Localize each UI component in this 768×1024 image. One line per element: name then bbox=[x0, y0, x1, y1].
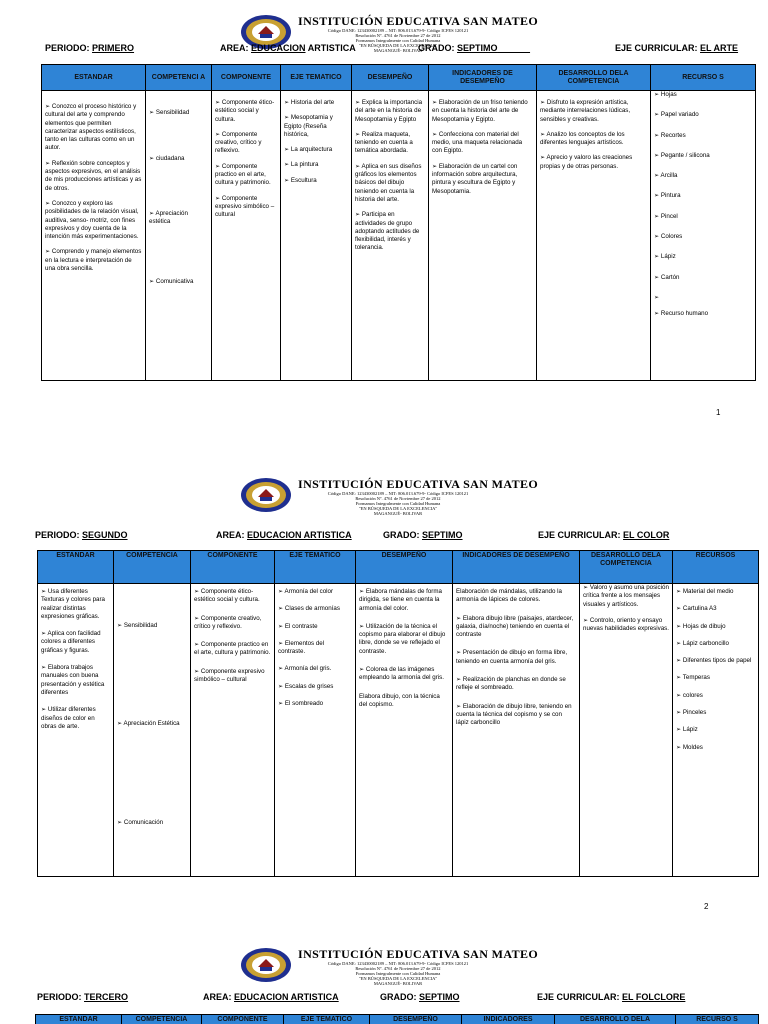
page-number: 2 bbox=[704, 902, 709, 911]
curriculum-table bbox=[35, 1014, 759, 1024]
col-header: ESTANDAR bbox=[36, 1015, 122, 1024]
cell-desempeno: ➢ Explica la importancia del arte en la historia de Mesopotamia y Egipto ➢ Realiza maqueta, teniendo en cuenta a temática abordada. ➢ Aplica en sus diseños gráficos los elementos básicos del dibujo teniendo en cuenta la historia del arte. ➢ Participa en actividades de grupo adoptando actitudes de flexibilidad, interés y tolerancia. bbox=[352, 91, 429, 381]
col-header: DESEMPEÑO bbox=[352, 65, 429, 91]
institution-line: Formamos Integralmente con Calidad Humana bbox=[355, 971, 441, 976]
institution-name: INSTITUCIÓN EDUCATIVA SAN MATEO bbox=[298, 947, 539, 961]
institution-line: Formamos Integralmente con Calidad Humana bbox=[355, 501, 441, 506]
institution-line: Código DANE: 123430002189 – NIT: 806.013.679-9- Código ICFES 120121 bbox=[327, 28, 469, 33]
cell-recursos: ➢ Material del medio ➢ Cartulina A3 ➢ Hojas de dibujo ➢ Lápiz carboncillo ➢ Diferentes tipos de papel ➢ Temperas ➢ colores ➢ Pinceles ➢ Lápiz ➢ Moldes bbox=[673, 584, 759, 877]
eje-field: EJE CURRICULAR: EL ARTE bbox=[615, 43, 739, 53]
periodo-field: PERIODO: PRIMERO bbox=[45, 43, 135, 53]
cell-estandar: ➢ Usa diferentes Texturas y colores para realizar distintas expresiones gráficas. ➢ Aplica con facilidad colores a diferentes gráficas y figuras. ➢ Elabora trabajos manuales con buena presentación y estética diferentes ➢ Utilizar diferentes diseños de color en obras de arte. bbox=[38, 584, 114, 877]
col-header: DESEMPEÑO bbox=[356, 551, 453, 584]
cell-indicadores: Elaboración de mándalas, utilizando la armonía de lápices de colores. ➢ Elabora dibujo libre (paisajes, atardecer, galaxia, día/noche) teniendo en cuenta el contraste ➢ Presentación de dibujo en forma libre, teniendo en cuenta armonía del gris. ➢ Realización de planchas en donde se refleje el sombreado. ➢ Elaboración de dibujo libre, teniendo en cuenta la técnica del copismo y se con lápiz carboncillo bbox=[453, 584, 580, 877]
institution-line: Resolución Nº. 4761 de Noviembre 27 de 2012 bbox=[355, 966, 441, 971]
cell-eje-tematico: ➢ Armonía del color ➢ Clases de armonías ➢ El contraste ➢ Elementos del contraste. ➢ Armonía del gris. ➢ Escalas de grises ➢ El sombreado bbox=[275, 584, 356, 877]
area-field: AREA: EDUCACION ARTISTICA bbox=[220, 43, 356, 53]
eje-field: EJE CURRICULAR: EL FOLCLORE bbox=[537, 992, 686, 1002]
school-logo bbox=[240, 477, 292, 513]
cell-recursos: ➢ Hojas ➢ Papel variado ➢ Recortes ➢ Pegante / silicona ➢ Arcilla ➢ Pintura ➢ Pincel ➢ Colores ➢ Lápiz ➢ Cartón ➢ ➢ Recurso humano bbox=[651, 91, 756, 381]
col-header: COMPETENCIA bbox=[114, 551, 191, 584]
table-header-row bbox=[42, 65, 756, 91]
eje-field: EJE CURRICULAR: EL COLOR bbox=[538, 530, 670, 540]
page-3 bbox=[0, 944, 768, 1024]
col-header: EJE TEMATICO bbox=[281, 65, 352, 91]
periodo-field: PERIODO: TERCERO bbox=[37, 992, 129, 1002]
col-header: COMPONENTE bbox=[191, 551, 275, 584]
institution-line: Formamos Integralmente con Calidad Humana bbox=[355, 38, 441, 43]
col-header: COMPETENCI A bbox=[146, 65, 212, 91]
page-1 bbox=[0, 0, 768, 430]
institution-name: INSTITUCIÓN EDUCATIVA SAN MATEO bbox=[298, 14, 539, 28]
institution-name: INSTITUCIÓN EDUCATIVA SAN MATEO bbox=[298, 477, 539, 491]
cell-competencia: ➢ Sensibilidad ➢ Apreciación Estética ➢ Comunicación bbox=[114, 584, 191, 877]
grado-field: GRADO: SEPTIMO bbox=[380, 992, 460, 1002]
col-header: ESTANDAR bbox=[38, 551, 114, 584]
institution-line: Resolución Nº. 4761 de Noviembre 27 de 2012 bbox=[355, 33, 441, 38]
cell-desarrollo: ➢ Valoro y asumo una posición crítica frente a los mensajes visuales y artísticos. ➢ Controlo, oriento y ensayo nuevas habilidades expresivas. bbox=[580, 584, 673, 877]
page-number: 1 bbox=[716, 408, 721, 417]
table-row bbox=[42, 91, 756, 381]
institution-header bbox=[240, 947, 540, 987]
col-header: DESARROLLO DELA COMPETENCIA bbox=[580, 551, 673, 584]
cell-componente: ➢ Componente ético- estético social y cultura. ➢ Componente creativo, crítico y reflexivo. ➢ Componente practico en el arte, cultura y patrimonio. ➢ Componente expresivo simbólico – cultural bbox=[191, 584, 275, 877]
cell-eje-tematico: ➢ Historia del arte ➢ Mesopotamia y Egipto (Reseña histórica, ➢ La arquitectura ➢ La pintura ➢ Escultura bbox=[281, 91, 352, 381]
grado-field: GRADO: SEPTIMO bbox=[383, 530, 463, 540]
page-2 bbox=[0, 470, 768, 920]
curriculum-table bbox=[41, 64, 756, 381]
col-header: DESARROLLO DELA COMPETENCIA bbox=[537, 65, 651, 91]
col-header: EJE TEMATICO bbox=[275, 551, 356, 584]
cell-desarrollo: ➢ Disfruto la expresión artística, mediante interrelaciones lúdicas, sensibles y creativas. ➢ Analizo los conceptos de los diferentes lenguajes artísticos. ➢ Aprecio y valoro las creaciones propias y de otras personas. bbox=[537, 91, 651, 381]
institution-line: MAGANGUÉ- BOLIVAR bbox=[373, 511, 423, 516]
col-header: COMPETENCIA bbox=[122, 1015, 202, 1024]
col-header: INDICADORES DE DESEMPEÑO bbox=[429, 65, 537, 91]
institution-line: MAGANGUÉ- BOLIVAR bbox=[373, 48, 423, 53]
col-header: RECURSO S bbox=[676, 1015, 759, 1024]
institution-line: MAGANGUÉ- BOLIVAR bbox=[373, 981, 423, 986]
cell-estandar: ➢ Conozco el proceso histórico y cultural del arte y comprendo elementos que permiten caracterizar aspectos estilísticos, tanto en las culturas como en un autor. ➢ Reflexión sobre conceptos y aspectos expresivos, en el análisis de mis producciones artísticas y as de otros. ➢ Conozco y exploro las posibilidades de la relación visual, auditiva, senso- motriz, con fines expresivos y doy cuenta de la intención más experimentaciones. ➢ Comprendo y manejo elementos en la lectura e interpretación de una obra sencilla. bbox=[42, 91, 146, 381]
institution-line: "EN BÚSQUEDA DE LA EXCELENCIA" bbox=[358, 976, 438, 981]
col-header: DESEMPEÑO bbox=[370, 1015, 462, 1024]
table-header-row bbox=[38, 551, 759, 584]
col-header: INDICADORES DE DESEMPEÑO bbox=[453, 551, 580, 584]
cell-indicadores: ➢ Elaboración de un friso teniendo en cuenta la historia del arte de Mesopotamia y Egipto. ➢ Confecciona con material del medio, una maqueta relacionada con Egipto. ➢ Elaboración de un cartel con información sobre arquitectura, pintura y escultura de Egipto y Mesopotamia. bbox=[429, 91, 537, 381]
cell-competencia: ➢ Sensibilidad ➢ ciudadana ➢ Apreciación estética ➢ Comunicativa bbox=[146, 91, 212, 381]
area-field: AREA: EDUCACION ARTISTICA bbox=[203, 992, 339, 1002]
institution-line: "EN BÚSQUEDA DE LA EXCELENCIA" bbox=[358, 506, 438, 511]
area-field: AREA: EDUCACION ARTISTICA bbox=[216, 530, 352, 540]
table-row bbox=[38, 584, 759, 877]
cell-componente: ➢ Componente ético- estético social y cultura. ➢ Componente creativo, crítico y reflexivo. ➢ Componente practico en el arte, cultura y patrimonio. ➢ Componente expresivo simbólico – cultural bbox=[212, 91, 281, 381]
col-header: ESTANDAR bbox=[42, 65, 146, 91]
col-header: RECURSOS bbox=[673, 551, 759, 584]
col-header: COMPONENTE bbox=[212, 65, 281, 91]
cell-desempeno: ➢ Elabora mándalas de forma dirigida, se tiene en cuenta la armonía del color. ➢ Utilización de la técnica el copismo para elaborar el dibujo libre, donde se ve reflejado el contraste. ➢ Colorea de las imágenes empleando la armonía del gris. Elabora dibujo, con la técnica del copismo. bbox=[356, 584, 453, 877]
institution-line: Código DANE: 123430002189 – NIT: 806.013.679-9- Código ICFES 120121 bbox=[327, 961, 469, 966]
institution-line: Resolución Nº. 4761 de Noviembre 27 de 2012 bbox=[355, 496, 441, 501]
grado-field: GRADO: SEPTIMO bbox=[418, 43, 498, 53]
school-logo bbox=[240, 947, 292, 983]
col-header: DESARROLLO DELA bbox=[555, 1015, 676, 1024]
institution-header bbox=[240, 477, 540, 517]
institution-line: Código DANE: 123430002189 – NIT: 806.013.679-9- Código ICFES 120121 bbox=[327, 491, 469, 496]
col-header: RECURSO S bbox=[651, 65, 756, 91]
col-header: COMPONENTE bbox=[202, 1015, 284, 1024]
periodo-field: PERIODO: SEGUNDO bbox=[35, 530, 128, 540]
curriculum-table bbox=[37, 550, 759, 877]
table-header-row bbox=[36, 1015, 759, 1024]
col-header: EJE TEMATICO bbox=[284, 1015, 370, 1024]
institution-line: "EN BÚSQUEDA DE LA EXCELENCIA" bbox=[358, 43, 438, 48]
col-header: INDICADORES bbox=[462, 1015, 555, 1024]
